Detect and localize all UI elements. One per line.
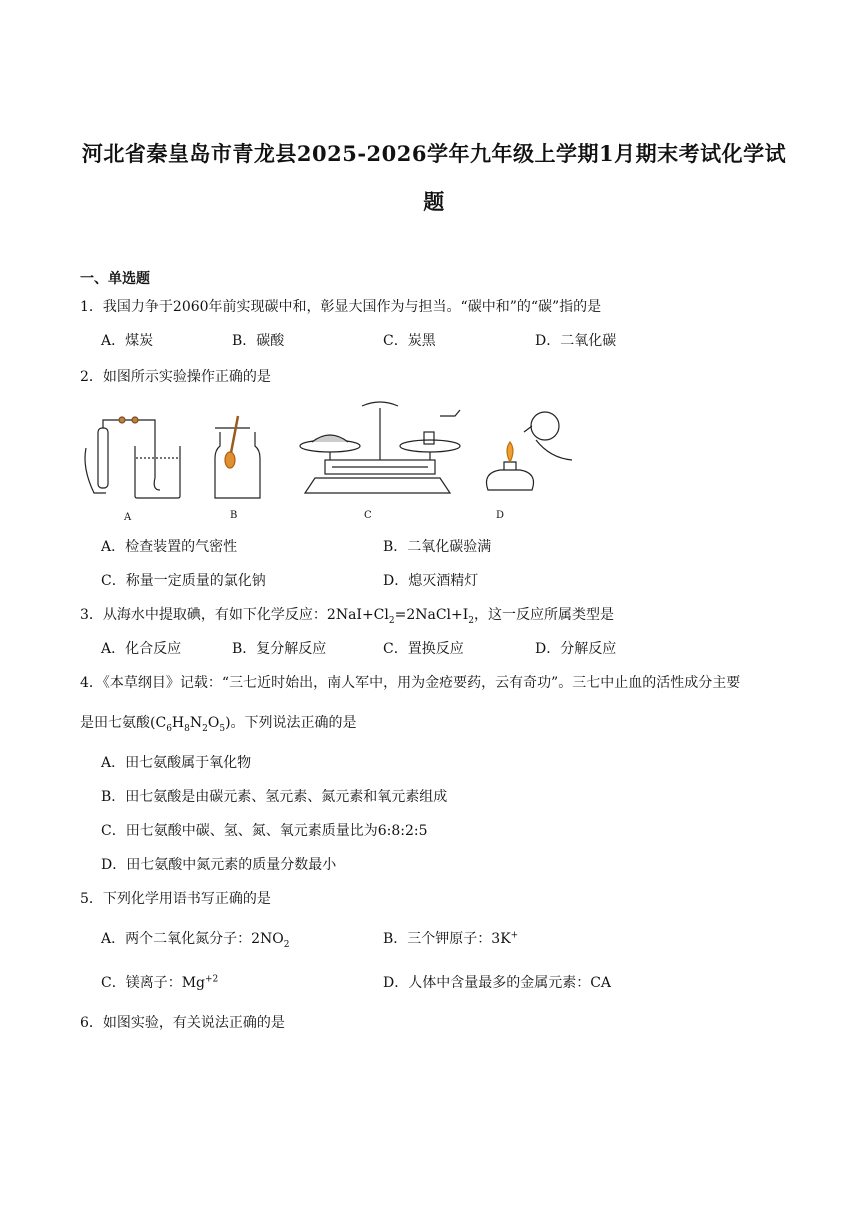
q4-stem-part: 是田七氨酸(C	[80, 715, 167, 731]
q2-experiment-figure	[80, 398, 580, 528]
q4-stem-part: O	[207, 715, 220, 731]
q1-option-c: C．炭黑	[383, 333, 436, 349]
question-4-line2	[80, 712, 357, 734]
q1-option-b: B．碳酸	[232, 333, 285, 349]
q4-subscript: 8	[184, 723, 190, 734]
q3-subscript: 2	[388, 615, 395, 626]
q3-subscript: 2	[468, 615, 475, 626]
fig-label-c: C	[364, 510, 372, 521]
q5-a-subscript: 2	[283, 939, 290, 950]
fig-a-airtightness-icon	[85, 417, 180, 498]
q2-option-c: C．称量一定质量的氯化钠	[101, 573, 266, 589]
q4-subscript: 6	[166, 723, 172, 734]
q4-option-d: D．田七氨酸中氮元素的质量分数最小	[101, 857, 337, 873]
question-4-line1: 4．《本草纲目》记载：“三七近时始出，南人军中，用为金疮要药，云有奇功”。三七中止血的活性成分主要	[80, 675, 741, 691]
question-3-stem	[80, 604, 614, 626]
q4-option-c: C．田七氨酸中碳、氢、氮、氧元素质量比为6:8:2:5	[101, 823, 428, 839]
q1-option-d: D．二氧化碳	[535, 333, 617, 349]
q3-stem-part: ，这一反应所属类型是	[474, 607, 615, 623]
q5-option-c	[101, 972, 218, 992]
q5-b-superscript: +	[510, 930, 519, 941]
q5-c-text: C．镁离子：Mg	[101, 975, 206, 991]
q5-option-b	[383, 928, 518, 948]
q4-stem-part: H	[171, 715, 185, 731]
q3-option-d: D．分解反应	[535, 641, 617, 657]
question-5-stem: 5．下列化学用语书写正确的是	[80, 891, 271, 907]
q4-option-b: B．田七氨酸是由碳元素、氢元素、氮元素和氧元素组成	[101, 789, 448, 805]
q4-subscript: 5	[219, 723, 226, 734]
q4-subscript: 2	[202, 723, 208, 734]
q5-b-text: B．三个钾原子：3K	[383, 931, 511, 947]
q3-option-c: C．置换反应	[383, 641, 464, 657]
q4-stem-part: N	[189, 715, 203, 731]
q5-option-d: D．人体中含量最多的金属元素：CA	[383, 975, 612, 991]
exam-title-line2: 题	[423, 189, 445, 214]
question-2-stem: 2．如图所示实验操作正确的是	[80, 369, 271, 385]
q3-option-a: A．化合反应	[101, 641, 182, 657]
section-heading: 一、单选题	[80, 271, 150, 287]
q4-option-a: A．田七氨酸属于氧化物	[101, 755, 252, 771]
q5-a-text: A．两个二氧化氮分子：2NO	[101, 931, 284, 947]
q3-option-b: B．复分解反应	[232, 641, 327, 657]
fig-label-a: A	[124, 512, 132, 523]
fig-label-b: B	[230, 510, 238, 521]
q2-option-d: D．熄灭酒精灯	[383, 573, 479, 589]
q5-c-superscript: +2	[205, 974, 219, 985]
q2-option-a: A．检查装置的气密性	[101, 539, 238, 555]
fig-label-d: D	[496, 510, 505, 521]
question-6-stem: 6．如图实验，有关说法正确的是	[80, 1015, 285, 1031]
exam-title-line1: 河北省秦皇岛市青龙县2025-2026学年九年级上学期1月期末考试化学试	[81, 141, 787, 166]
q4-stem-part: )。下列说法正确的是	[225, 715, 357, 731]
question-1-stem: 1．我国力争于2060年前实现碳中和，彰显大国作为与担当。“碳中和”的“碳”指的是	[80, 299, 602, 315]
q3-stem-part: =2NaCl+I	[394, 607, 469, 623]
q3-stem-part: 3．从海水中提取碘，有如下化学反应：2NaI+Cl	[80, 607, 389, 623]
q2-option-b: B．二氧化碳验满	[383, 539, 492, 555]
q2-figure-drawing	[80, 398, 580, 528]
q5-option-a	[101, 928, 289, 950]
fig-d-alcohol-lamp-icon	[487, 412, 573, 490]
q1-option-a: A．煤炭	[101, 333, 154, 349]
fig-b-co2-test-icon	[215, 416, 260, 498]
fig-c-balance-icon	[300, 402, 460, 493]
